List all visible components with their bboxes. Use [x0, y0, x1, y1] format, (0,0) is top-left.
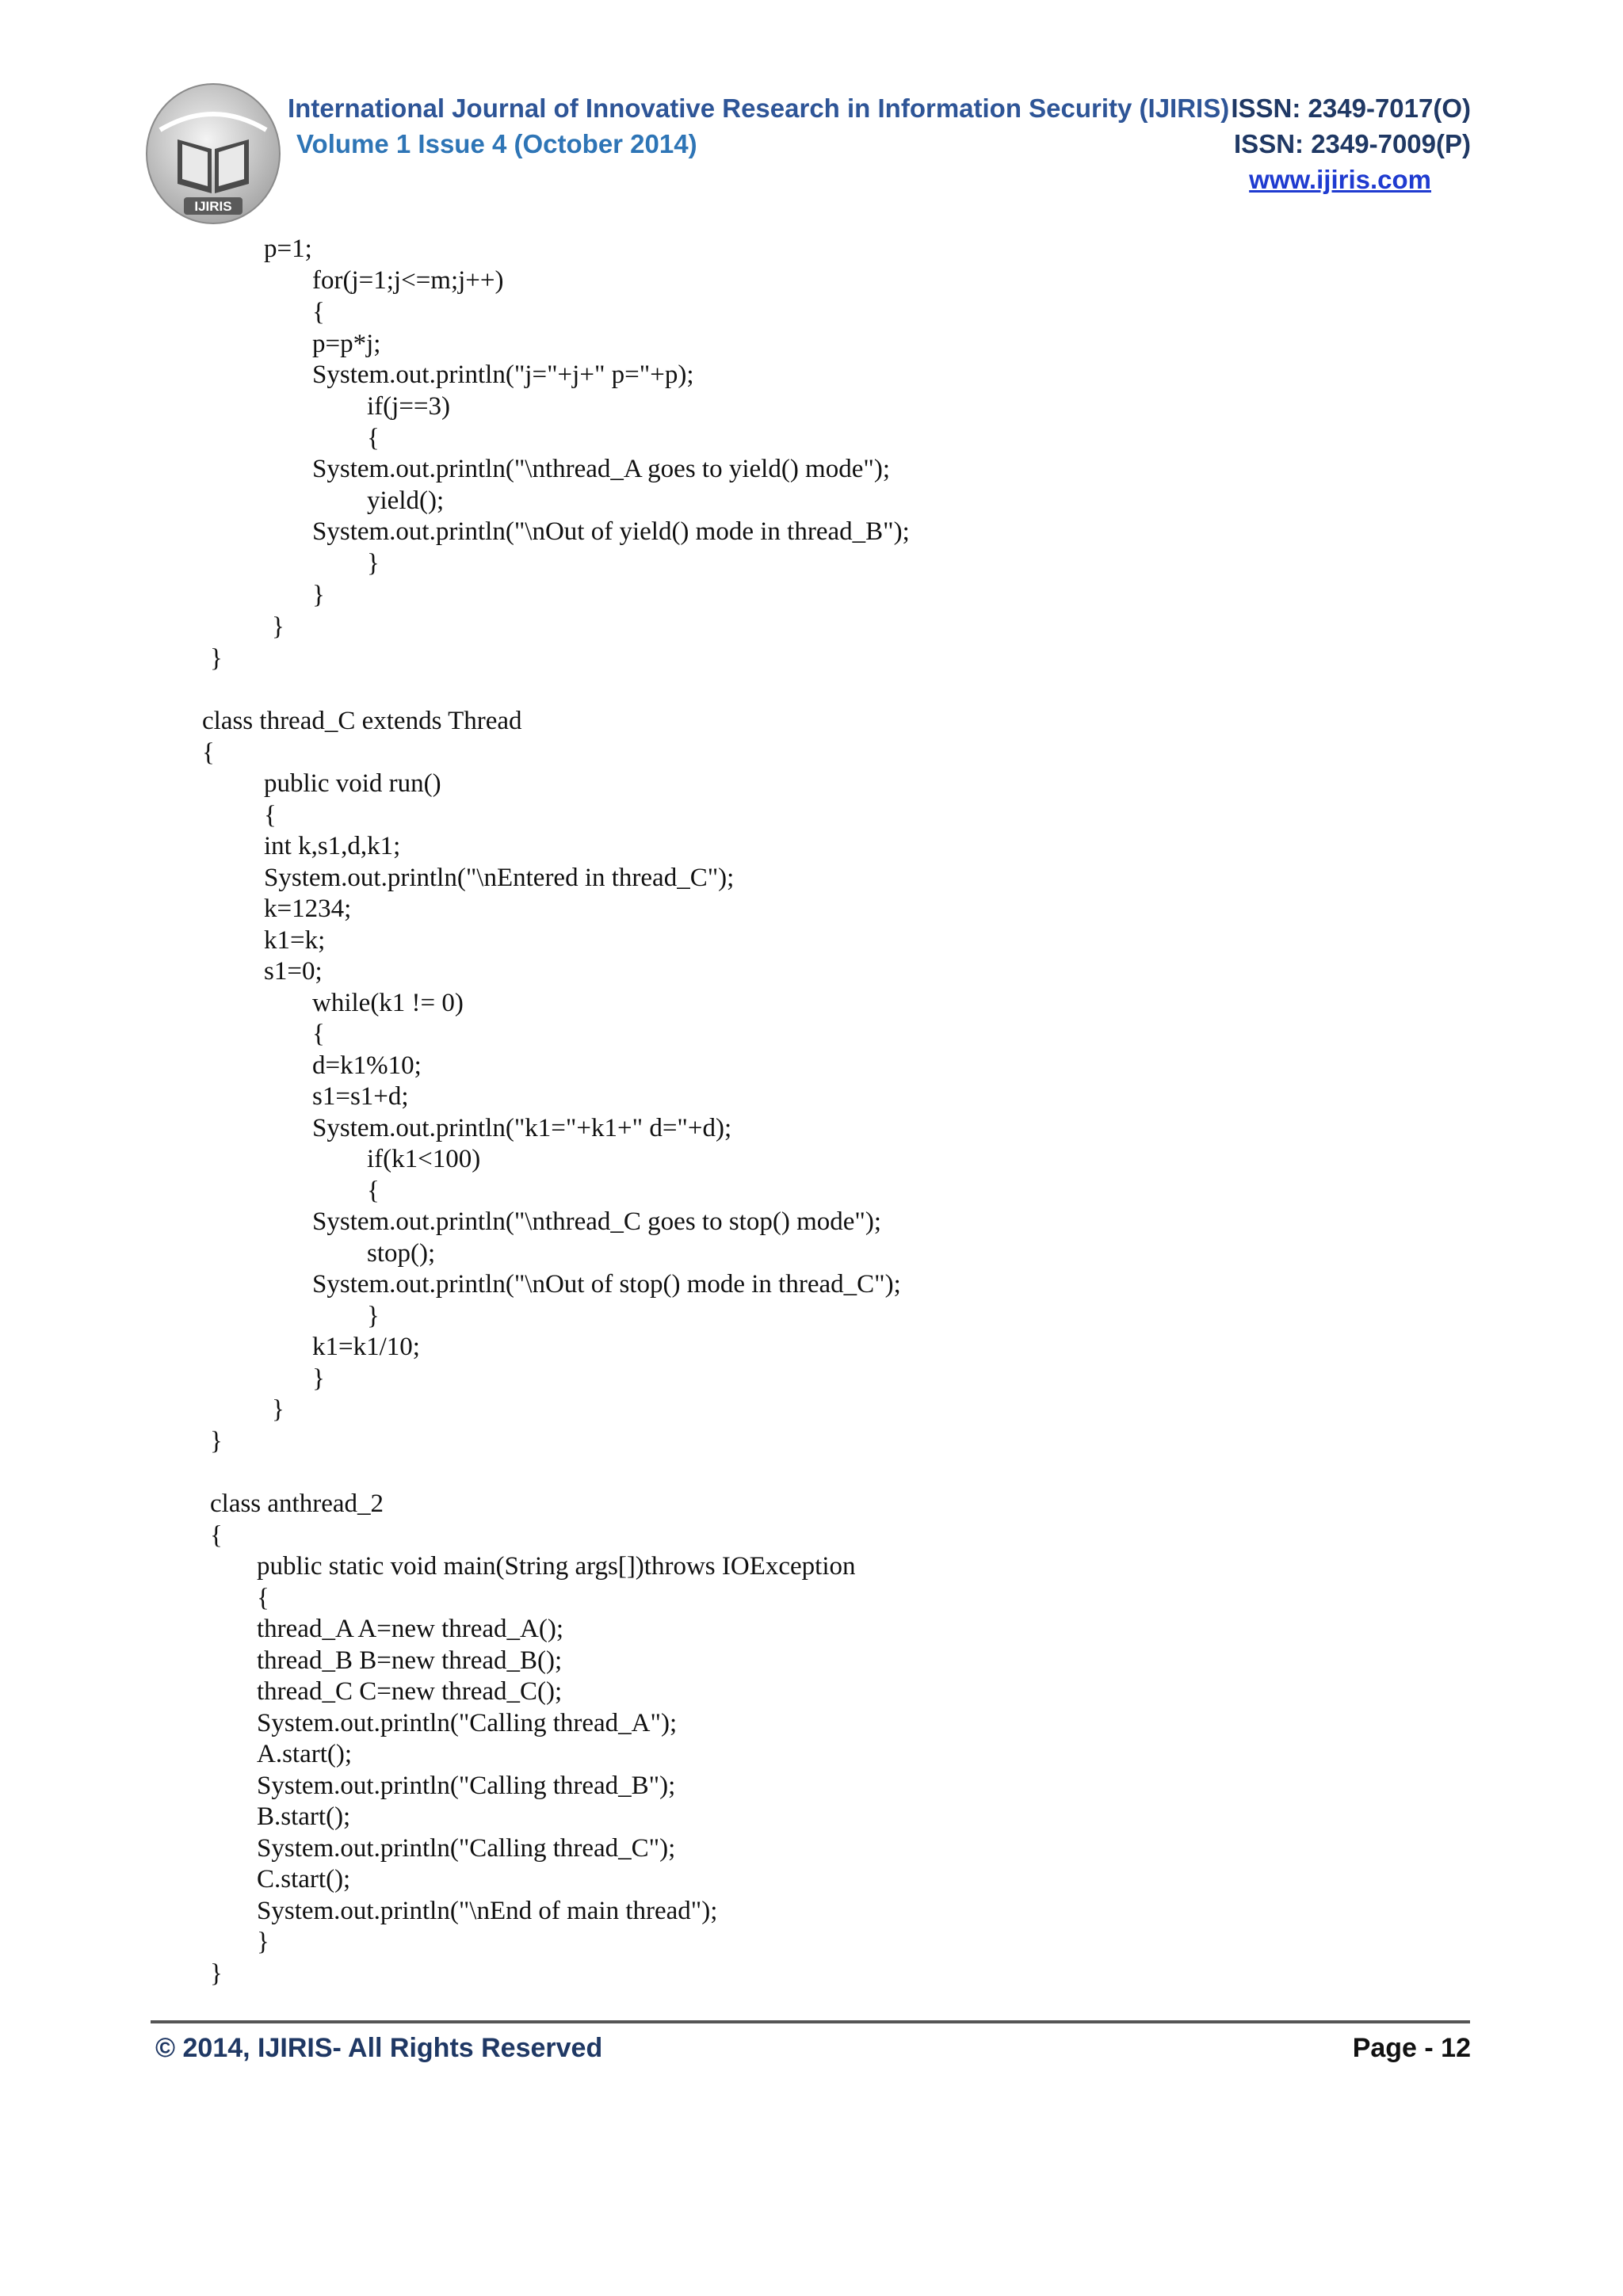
code-line: public static void main(String args[])throws IOException: [257, 1552, 856, 1581]
code-line: s1=0;: [264, 957, 323, 986]
code-line: {: [367, 424, 380, 452]
code-line: class anthread_2: [210, 1489, 384, 1518]
code-line: C.start();: [257, 1865, 351, 1894]
code-line: while(k1 != 0): [312, 989, 464, 1017]
code-line: System.out.println("\nOut of yield() mode in thread_B");: [312, 517, 910, 546]
code-line: System.out.println("\nthread_C goes to stop() mode");: [312, 1207, 882, 1236]
code-line: B.start();: [257, 1802, 351, 1831]
code-line: p=p*j;: [312, 330, 381, 358]
code-line: }: [257, 1928, 269, 1956]
code-line: int k,s1,d,k1;: [264, 832, 401, 860]
code-line: yield();: [367, 486, 445, 515]
code-line: class thread_C extends Thread: [202, 707, 522, 735]
code-line: {: [264, 801, 277, 830]
code-line: public void run(): [264, 769, 441, 798]
issn-print: ISSN: 2349-7009(P): [1234, 129, 1471, 158]
code-line: for(j=1;j<=m;j++): [312, 266, 504, 295]
code-line: }: [367, 549, 380, 578]
code-line: A.start();: [257, 1740, 353, 1768]
code-line: System.out.println("Calling thread_A");: [257, 1709, 678, 1737]
journal-logo: [144, 82, 282, 225]
code-line: }: [367, 1302, 380, 1330]
code-line: System.out.println("\nOut of stop() mode in thread_C");: [312, 1270, 901, 1299]
code-line: p=1;: [264, 235, 312, 263]
code-line: System.out.println("\nEntered in thread_C");: [264, 864, 735, 892]
journal-website-link[interactable]: www.ijiris.com: [1249, 165, 1431, 194]
code-line: System.out.println("k1="+k1+" d="+d);: [312, 1114, 732, 1142]
code-line: }: [210, 1427, 223, 1455]
code-line: }: [312, 581, 325, 609]
page-number: Page - 12: [1352, 2033, 1471, 2063]
code-line: System.out.println("\nthread_A goes to yield() mode");: [312, 455, 890, 483]
code-line: thread_B B=new thread_B();: [257, 1646, 563, 1675]
code-line: }: [272, 612, 285, 641]
code-line: thread_A A=new thread_A();: [257, 1615, 563, 1643]
footer-divider: [151, 2020, 1470, 2023]
code-line: {: [210, 1521, 223, 1550]
code-line: System.out.println("j="+j+" p="+p);: [312, 360, 694, 389]
code-line: {: [257, 1584, 269, 1612]
code-line: System.out.println("\nEnd of main thread");: [257, 1897, 718, 1925]
code-line: s1=s1+d;: [312, 1082, 409, 1111]
code-line: stop();: [367, 1239, 436, 1268]
code-line: System.out.println("Calling thread_B");: [257, 1772, 676, 1800]
journal-title: International Journal of Innovative Research in Information Security (IJIRIS): [288, 93, 1230, 123]
copyright-notice: © 2014, IJIRIS- All Rights Reserved: [155, 2033, 603, 2063]
code-line: if(k1<100): [367, 1145, 481, 1173]
code-line: System.out.println("Calling thread_C");: [257, 1834, 676, 1863]
code-line: if(j==3): [367, 392, 451, 421]
code-line: {: [312, 1020, 325, 1048]
code-line: }: [272, 1395, 285, 1424]
code-line: }: [210, 644, 223, 673]
code-line: d=k1%10;: [312, 1051, 422, 1080]
code-line: {: [312, 298, 325, 326]
code-line: {: [202, 738, 215, 767]
code-line: k1=k1/10;: [312, 1333, 420, 1361]
code-line: }: [312, 1364, 325, 1393]
code-line: k=1234;: [264, 894, 352, 923]
volume-issue: Volume 1 Issue 4 (October 2014): [296, 129, 697, 158]
issn-online: ISSN: 2349-7017(O): [1231, 93, 1471, 123]
code-line: k1=k;: [264, 926, 326, 955]
logo-text: IJIRIS: [194, 199, 232, 214]
code-line: {: [367, 1177, 380, 1205]
code-line: }: [210, 1959, 223, 1988]
code-line: thread_C C=new thread_C();: [257, 1677, 563, 1706]
